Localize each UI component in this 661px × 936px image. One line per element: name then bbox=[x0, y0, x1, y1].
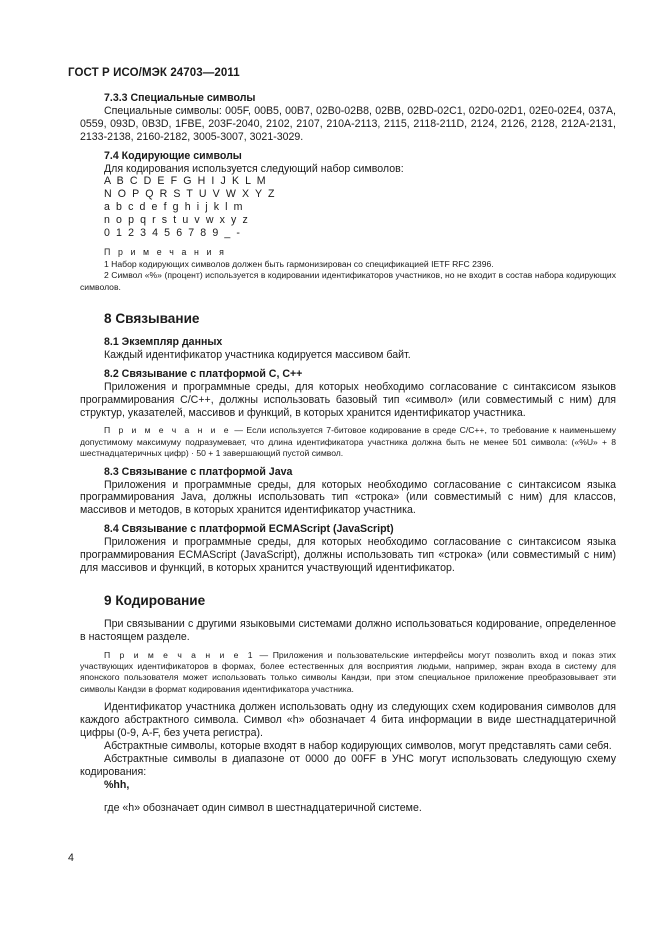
section-8-3-heading: 8.3 Связывание с платформой Java bbox=[104, 465, 293, 478]
section-9-para-2: Идентификатор участника должен использовать одну из следующих схем кодирования символов для каждого абстрактного символа. Символ «h» обозначает 4 бита информации в виде шестнадцатеричной цифры (0-9, A-F, без учета регистра). bbox=[80, 701, 616, 740]
section-8-4-text: Приложения и программные среды, для которых необходимо согласование с синтаксисом языка программирования ECMAScript (JavaScript), должны использовать тип «строка» (или совместимый с ним) для массивов и функций, в которых хранится участвующий идентификатор. bbox=[80, 536, 616, 574]
section-9-para-5: где «h» обозначает один символ в шестнадцатеричной системе. bbox=[104, 802, 422, 815]
charset-line: n o p q r s t u v w x y z bbox=[104, 214, 250, 227]
note-text: — Если используется 7-битовое кодирование в среде C/C++, то требование к наименьшему допустимому максимуму подразумевает, что длина идентификатора участника должна быть не менее 501 символа: («%U» + 8 шестнадцатеричных цифр) · 50 + 1 завершающий пустой символ. bbox=[80, 425, 616, 459]
section-9-para-1: При связывании с другими языковыми системами должно использоваться кодирование, определенное в настоящем разделе. bbox=[80, 617, 616, 643]
section-8-3-text: Приложения и программные среды, для которых необходимо согласование с синтаксисом языка программирования Java, должны использовать тип «строка» (или совместимый с ним) для классов, массивов и методов, в которых хранится идентификатор участника. bbox=[80, 478, 616, 517]
note-1: 1 Набор кодирующих символов должен быть гармонизирован со спецификацией IETF RFC 2396. bbox=[104, 258, 494, 269]
charset-line: A B C D E F G H I J K L M bbox=[104, 175, 268, 188]
charset-line: 0 1 2 3 4 5 6 7 8 9 _ - bbox=[104, 227, 242, 240]
standard-header: ГОСТ Р ИСО/МЭК 24703—2011 bbox=[68, 67, 240, 79]
page-number: 4 bbox=[68, 852, 74, 864]
charset-line: N O P Q R S T U V W X Y Z bbox=[104, 188, 277, 201]
section-8-2-note bbox=[80, 425, 616, 459]
section-8-heading: 8 Связывание bbox=[104, 311, 200, 327]
section-9-para-3: Абстрактные символы, которые входят в набор кодирующих символов, могут представлять сами себя. bbox=[104, 739, 612, 752]
note-2: 2 Символ «%» (процент) используется в кодировании идентификаторов участников, но не входит в состав набора кодирующих символов. bbox=[80, 270, 616, 292]
notes-title: П р и м е ч а н и я bbox=[104, 246, 227, 257]
section-9-heading: 9 Кодирование bbox=[104, 592, 206, 608]
section-9-note-1 bbox=[80, 650, 616, 696]
note-text: — Приложения и пользовательские интерфейсы могут позволить вход и показ этих участвующих идентификаторов в формах, более естественных для восприятия людьми, например, экран входа в систему для японского пользователя может использовать только символы Кандзи, при этом специальное приложение преобразовывает эти символы Кандзи в формат кодирования идентификатора участника. bbox=[80, 649, 616, 694]
section-8-2-text: Приложения и программные среды, для которых необходимо согласование с синтаксисом языков программирования C/C++, должны использовать базовый тип «символ» (или совместимый с ним) для структур, указателей, массивов и функций, в которых хранится идентификатор участника. bbox=[80, 380, 616, 419]
page-content bbox=[80, 92, 616, 826]
section-8-4-heading: 8.4 Связывание с платформой ECMAScript (JavaScript) bbox=[104, 523, 394, 536]
section-9-para-4: Абстрактные символы в диапазоне от 0000 до 00FF в УНС могут использовать следующую схему кодирования: bbox=[80, 752, 616, 778]
section-8-1-text: Каждый идентификатор участника кодируется массивом байт. bbox=[104, 348, 411, 361]
section-8-1-heading: 8.1 Экземпляр данных bbox=[104, 336, 223, 348]
section-7-4-intro: Для кодирования используется следующий набор символов: bbox=[104, 162, 404, 175]
note-label: П р и м е ч а н и е 1 bbox=[104, 649, 255, 660]
section-7-3-3-text: Специальные символы: 005F, 00B5, 00B7, 02B0-02B8, 02BB, 02BD-02C1, 02D0-02D1, 02E0-02E4, 037A, 0559, 093D, 0B3D, 1FBE, 203F-2040, 2102, 2107, 210A-2113, 2115, 2118-211D, 2124, 2126, 2128, 212A-2131, 2133-2138, 2160-2182, 3005-3007, 3021-3029. bbox=[80, 104, 616, 143]
section-7-3-3-heading: 7.3.3 Специальные символы bbox=[104, 92, 256, 104]
encoding-scheme: %hh, bbox=[104, 778, 130, 791]
charset-line: a b c d e f g h i j k l m bbox=[104, 201, 245, 214]
section-7-4-heading: 7.4 Кодирующие символы bbox=[104, 149, 242, 162]
note-label: П р и м е ч а н и е bbox=[104, 425, 231, 436]
section-8-2-heading: 8.2 Связывание с платформой C, C++ bbox=[104, 367, 303, 380]
